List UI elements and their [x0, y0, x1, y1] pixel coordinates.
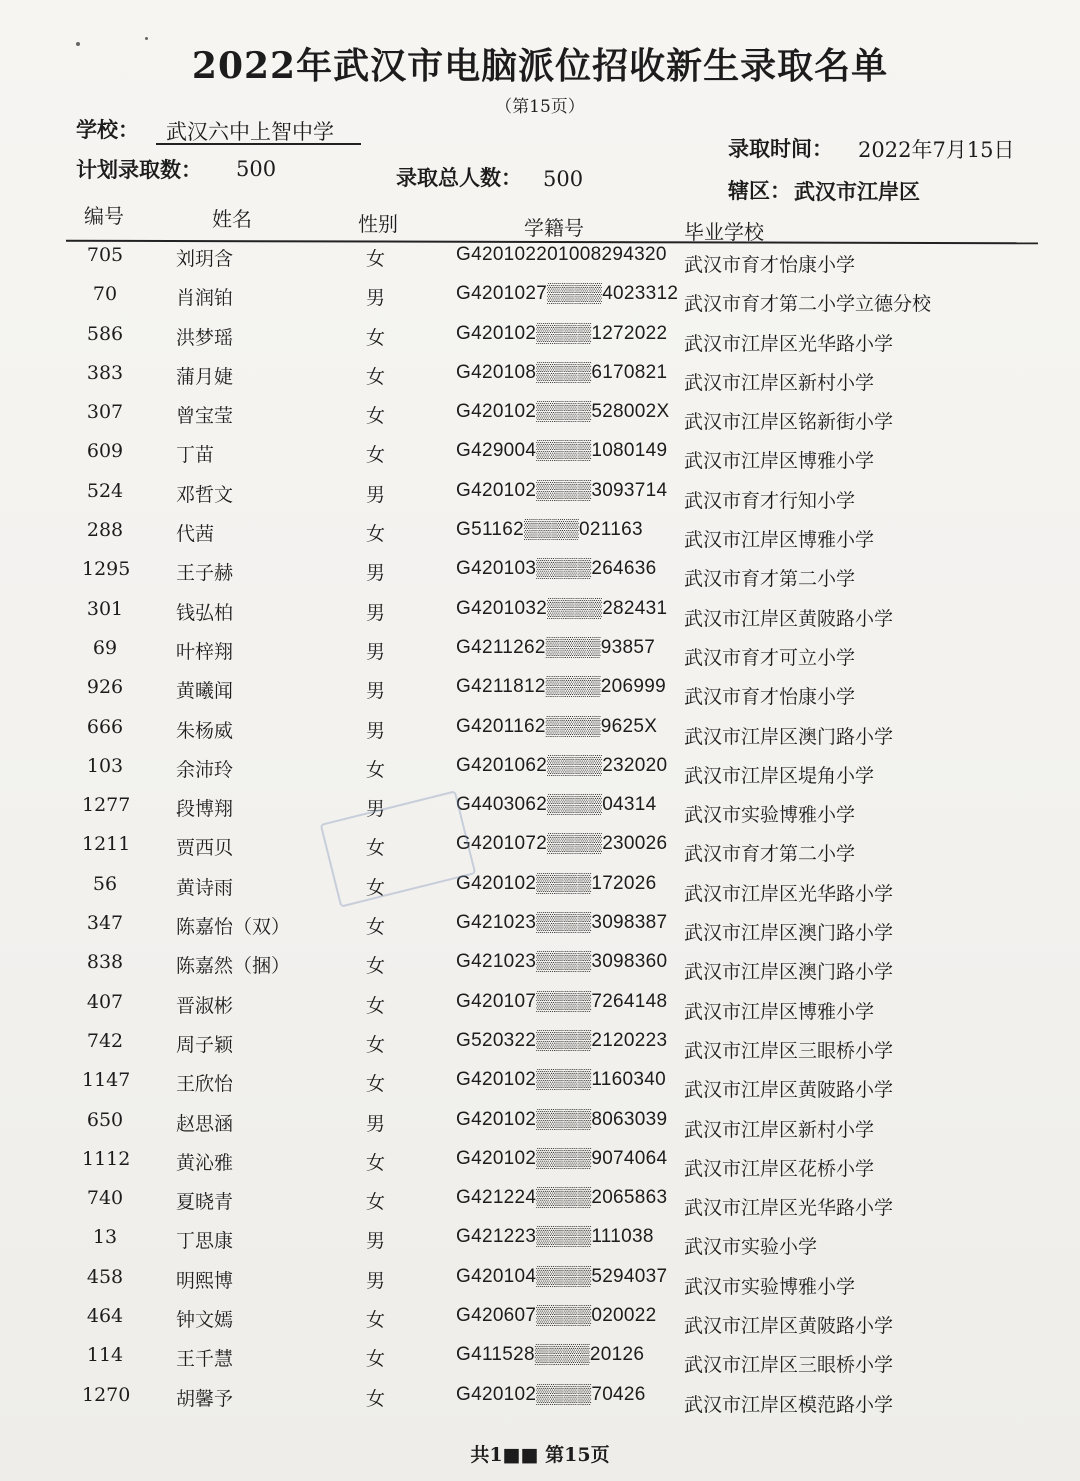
row-school: 武汉市江岸区博雅小学 — [684, 450, 875, 473]
table-row — [0, 983, 1080, 1022]
row-student-id: G421023▒▒▒▒3098387 — [456, 912, 668, 934]
row-school: 武汉市江岸区新村小学 — [684, 371, 875, 394]
table-body — [0, 236, 1080, 1415]
row-number: 307 — [86, 401, 124, 424]
row-number: 301 — [86, 597, 124, 620]
row-number: 407 — [86, 990, 124, 1013]
row-number: 1112 — [82, 1147, 131, 1170]
row-name: 余沛玲 — [176, 758, 234, 781]
district-label: 辖区： — [728, 178, 791, 203]
row-number: 742 — [86, 1029, 124, 1052]
school-value: 武汉六中上智中学 — [166, 120, 334, 144]
row-gender: 女 — [366, 994, 386, 1017]
row-name: 明熙博 — [176, 1269, 234, 1292]
row-student-id: G411528▒▒▒▒20126 — [456, 1344, 645, 1366]
page-footer: 共1■■ 第15页 — [470, 1444, 610, 1466]
table-row — [0, 393, 1080, 432]
row-gender: 女 — [366, 523, 386, 546]
row-school: 武汉市江岸区澳门路小学 — [684, 922, 894, 945]
row-school: 武汉市江岸区博雅小学 — [684, 529, 875, 552]
row-number: 70 — [92, 283, 118, 306]
row-name: 黄曦闻 — [176, 680, 234, 703]
row-gender: 女 — [366, 837, 386, 860]
row-number: 1295 — [82, 558, 131, 581]
row-student-id: G4201062▒▒▒▒232020 — [456, 754, 668, 776]
row-gender: 男 — [366, 640, 386, 663]
table-row — [0, 904, 1080, 943]
row-student-id: G4403062▒▒▒▒04314 — [456, 794, 657, 816]
table-row — [0, 1218, 1080, 1257]
row-gender: 女 — [366, 326, 386, 349]
table-row — [0, 1140, 1080, 1179]
row-gender: 男 — [366, 1230, 386, 1253]
row-student-id: G421223▒▒▒▒111038 — [456, 1226, 654, 1248]
table-row — [0, 472, 1080, 511]
row-number: 666 — [86, 715, 124, 738]
row-school: 武汉市江岸区三眼桥小学 — [684, 1354, 894, 1377]
row-gender: 女 — [366, 955, 386, 978]
school-label: 学校： — [76, 117, 139, 142]
row-school: 武汉市江岸区黄陂路小学 — [684, 1079, 894, 1102]
row-school: 武汉市江岸区堤角小学 — [684, 764, 875, 787]
time-value: 2022年7月15日 — [858, 138, 1015, 162]
table-row — [0, 1022, 1080, 1061]
row-gender: 男 — [366, 680, 386, 703]
row-number: 1277 — [82, 794, 131, 817]
row-name: 蒲月婕 — [176, 365, 234, 388]
row-name: 黄沁雅 — [176, 1151, 234, 1174]
table-row — [0, 1179, 1080, 1218]
row-name: 胡馨予 — [176, 1387, 234, 1410]
row-gender: 男 — [366, 287, 386, 310]
row-school: 武汉市江岸区光华路小学 — [684, 332, 894, 355]
row-number: 1270 — [82, 1383, 131, 1406]
row-name: 陈嘉然（捆） — [176, 955, 291, 978]
row-number: 383 — [86, 361, 124, 384]
row-name: 钟文嫣 — [176, 1309, 234, 1332]
table-row — [0, 747, 1080, 786]
header-no: 编号 — [84, 204, 124, 228]
row-school: 武汉市实验小学 — [684, 1236, 818, 1259]
page-label: （第15页） — [495, 97, 585, 117]
row-student-id: G4201162▒▒▒▒9625X — [456, 715, 658, 737]
row-number: 464 — [86, 1305, 124, 1328]
row-student-id: G420102▒▒▒▒1272022 — [456, 322, 668, 344]
row-school: 武汉市江岸区光华路小学 — [684, 882, 894, 905]
row-gender: 女 — [366, 1033, 386, 1056]
row-number: 288 — [86, 519, 124, 542]
row-name: 王子赫 — [176, 562, 234, 585]
total-label: 录取总人数： — [396, 165, 522, 190]
row-name: 刘玥含 — [176, 248, 234, 270]
row-gender: 男 — [366, 1112, 386, 1135]
planned-label: 计划录取数： — [76, 157, 202, 182]
table-row — [0, 275, 1080, 314]
row-school: 武汉市江岸区花桥小学 — [684, 1157, 875, 1180]
row-gender: 女 — [366, 248, 386, 270]
row-gender: 男 — [366, 798, 386, 821]
table-row — [0, 1376, 1080, 1415]
row-number: 524 — [86, 479, 124, 502]
row-gender: 女 — [366, 444, 386, 467]
row-student-id: G421224▒▒▒▒2065863 — [456, 1187, 668, 1209]
row-school: 武汉市育才可立小学 — [684, 646, 856, 669]
table-row — [0, 315, 1080, 354]
table-row — [0, 354, 1080, 393]
table-row — [0, 511, 1080, 550]
row-gender: 女 — [366, 1387, 386, 1410]
row-student-id: G420102▒▒▒▒172026 — [456, 872, 657, 894]
row-student-id: G420607▒▒▒▒020022 — [456, 1305, 657, 1327]
header-school: 毕业学校 — [684, 220, 764, 244]
row-school: 武汉市江岸区铭新街小学 — [684, 411, 894, 434]
row-student-id: G420102201008294320 — [456, 244, 667, 265]
row-school: 武汉市育才第二小学 — [684, 568, 856, 591]
row-number: 347 — [86, 912, 124, 935]
row-student-id: G4201027▒▒▒▒4023312 — [456, 283, 679, 305]
school-underline — [156, 143, 361, 145]
table-row — [0, 236, 1080, 275]
row-student-id: G420102▒▒▒▒3093714 — [456, 479, 668, 501]
header-gender: 性别 — [358, 212, 398, 236]
row-gender: 女 — [366, 1348, 386, 1371]
row-gender: 女 — [366, 1073, 386, 1096]
row-student-id: G4211812▒▒▒▒206999 — [456, 676, 666, 698]
table-row — [0, 825, 1080, 864]
row-student-id: G420102▒▒▒▒528002X — [456, 401, 670, 423]
row-school: 武汉市育才怡康小学 — [684, 686, 856, 709]
row-student-id: G4201072▒▒▒▒230026 — [456, 833, 668, 855]
row-gender: 女 — [366, 758, 386, 781]
row-gender: 女 — [366, 1309, 386, 1332]
row-student-id: G51162▒▒▒▒021163 — [456, 519, 643, 541]
row-gender: 男 — [366, 719, 386, 742]
table-row — [0, 590, 1080, 629]
row-name: 丁苗 — [176, 444, 215, 467]
row-school: 武汉市江岸区新村小学 — [684, 1118, 875, 1141]
row-student-id: G4201032▒▒▒▒282431 — [456, 597, 668, 619]
row-gender: 男 — [366, 483, 386, 506]
row-student-id: G420102▒▒▒▒1160340 — [456, 1069, 666, 1091]
row-student-id: G4211262▒▒▒▒93857 — [456, 636, 656, 658]
row-name: 段博翔 — [176, 798, 234, 821]
row-number: 1211 — [82, 833, 131, 856]
row-name: 洪梦瑶 — [176, 326, 234, 349]
row-student-id: G420104▒▒▒▒5294037 — [456, 1265, 668, 1287]
row-school: 武汉市江岸区模范路小学 — [684, 1393, 894, 1416]
planned-value: 500 — [236, 157, 277, 181]
row-school: 武汉市育才第二小学 — [684, 843, 856, 866]
row-number: 926 — [86, 676, 124, 699]
row-number: 114 — [86, 1344, 124, 1367]
table-row — [0, 668, 1080, 707]
row-student-id: G420108▒▒▒▒6170821 — [456, 361, 668, 383]
row-name: 肖润铂 — [176, 287, 234, 310]
row-gender: 男 — [366, 1269, 386, 1292]
row-student-id: G429004▒▒▒▒1080149 — [456, 440, 668, 462]
time-label: 录取时间： — [728, 136, 833, 161]
row-number: 458 — [86, 1265, 124, 1288]
row-name: 丁思康 — [176, 1230, 234, 1253]
row-school: 武汉市育才行知小学 — [684, 489, 856, 512]
row-name: 钱弘柏 — [176, 601, 234, 624]
table-row — [0, 865, 1080, 904]
row-number: 740 — [86, 1187, 124, 1210]
table-row — [0, 629, 1080, 668]
table-row — [0, 786, 1080, 825]
district-value: 武汉市江岸区 — [794, 179, 920, 204]
table-row — [0, 943, 1080, 982]
row-name: 周子颖 — [176, 1033, 234, 1056]
row-student-id: G420102▒▒▒▒9074064 — [456, 1147, 668, 1169]
table-row — [0, 1101, 1080, 1140]
row-number: 609 — [86, 440, 124, 463]
row-name: 邓哲文 — [176, 483, 234, 506]
row-number: 650 — [86, 1108, 124, 1131]
row-number: 56 — [92, 872, 118, 895]
row-school: 武汉市江岸区三眼桥小学 — [684, 1039, 894, 1062]
table-row — [0, 1336, 1080, 1375]
row-gender: 男 — [366, 562, 386, 585]
row-name: 贾西贝 — [176, 837, 234, 860]
total-value: 500 — [543, 167, 584, 191]
row-gender: 女 — [366, 365, 386, 388]
row-name: 代茜 — [176, 523, 215, 546]
row-number: 838 — [86, 951, 124, 974]
row-student-id: G421023▒▒▒▒3098360 — [456, 951, 668, 973]
row-name: 晋淑彬 — [176, 994, 234, 1017]
row-school: 武汉市实验博雅小学 — [684, 1275, 856, 1298]
table-row — [0, 708, 1080, 747]
row-student-id: G420102▒▒▒▒8063039 — [456, 1108, 668, 1130]
row-name: 曾宝莹 — [176, 405, 234, 428]
row-student-id: G420107▒▒▒▒7264148 — [456, 990, 668, 1012]
row-gender: 女 — [366, 916, 386, 939]
row-school: 武汉市江岸区光华路小学 — [684, 1197, 894, 1220]
row-name: 朱杨威 — [176, 719, 234, 742]
row-school: 武汉市育才怡康小学 — [684, 254, 856, 276]
row-name: 夏晓青 — [176, 1191, 234, 1214]
row-school: 武汉市江岸区澳门路小学 — [684, 961, 894, 984]
table-row — [0, 1061, 1080, 1100]
row-school: 武汉市育才第二小学立德分校 — [684, 293, 932, 316]
row-student-id: G420102▒▒▒▒70426 — [456, 1383, 646, 1405]
row-school: 武汉市江岸区黄陂路小学 — [684, 607, 894, 630]
row-name: 赵思涵 — [176, 1112, 234, 1135]
row-student-id: G520322▒▒▒▒2120223 — [456, 1029, 668, 1051]
row-name: 王欣怡 — [176, 1073, 234, 1096]
row-number: 586 — [86, 322, 124, 345]
document-title: 2022年武汉市电脑派位招收新生录取名单 — [191, 45, 889, 87]
row-school: 武汉市实验博雅小学 — [684, 804, 856, 827]
row-number: 69 — [92, 636, 118, 659]
row-name: 王千慧 — [176, 1348, 234, 1371]
header-name: 姓名 — [212, 207, 252, 231]
table-row — [0, 1297, 1080, 1336]
table-header — [0, 200, 1080, 244]
row-gender: 女 — [366, 876, 386, 899]
row-school: 武汉市江岸区澳门路小学 — [684, 725, 894, 748]
row-school: 武汉市江岸区黄陂路小学 — [684, 1315, 894, 1338]
row-number: 13 — [92, 1226, 118, 1249]
row-school: 武汉市江岸区博雅小学 — [684, 1000, 875, 1023]
row-name: 叶梓翔 — [176, 640, 234, 663]
row-number: 1147 — [82, 1069, 131, 1092]
table-row — [0, 432, 1080, 471]
table-row — [0, 550, 1080, 589]
row-student-id: G420103▒▒▒▒264636 — [456, 558, 657, 580]
row-number: 705 — [86, 244, 124, 266]
row-gender: 女 — [366, 405, 386, 428]
row-number: 103 — [86, 754, 124, 777]
header-sid: 学籍号 — [524, 216, 584, 240]
row-gender: 男 — [366, 601, 386, 624]
row-gender: 女 — [366, 1191, 386, 1214]
row-name: 陈嘉怡（双） — [176, 916, 291, 939]
row-gender: 女 — [366, 1151, 386, 1174]
row-name: 黄诗雨 — [176, 876, 234, 899]
table-row — [0, 1258, 1080, 1297]
